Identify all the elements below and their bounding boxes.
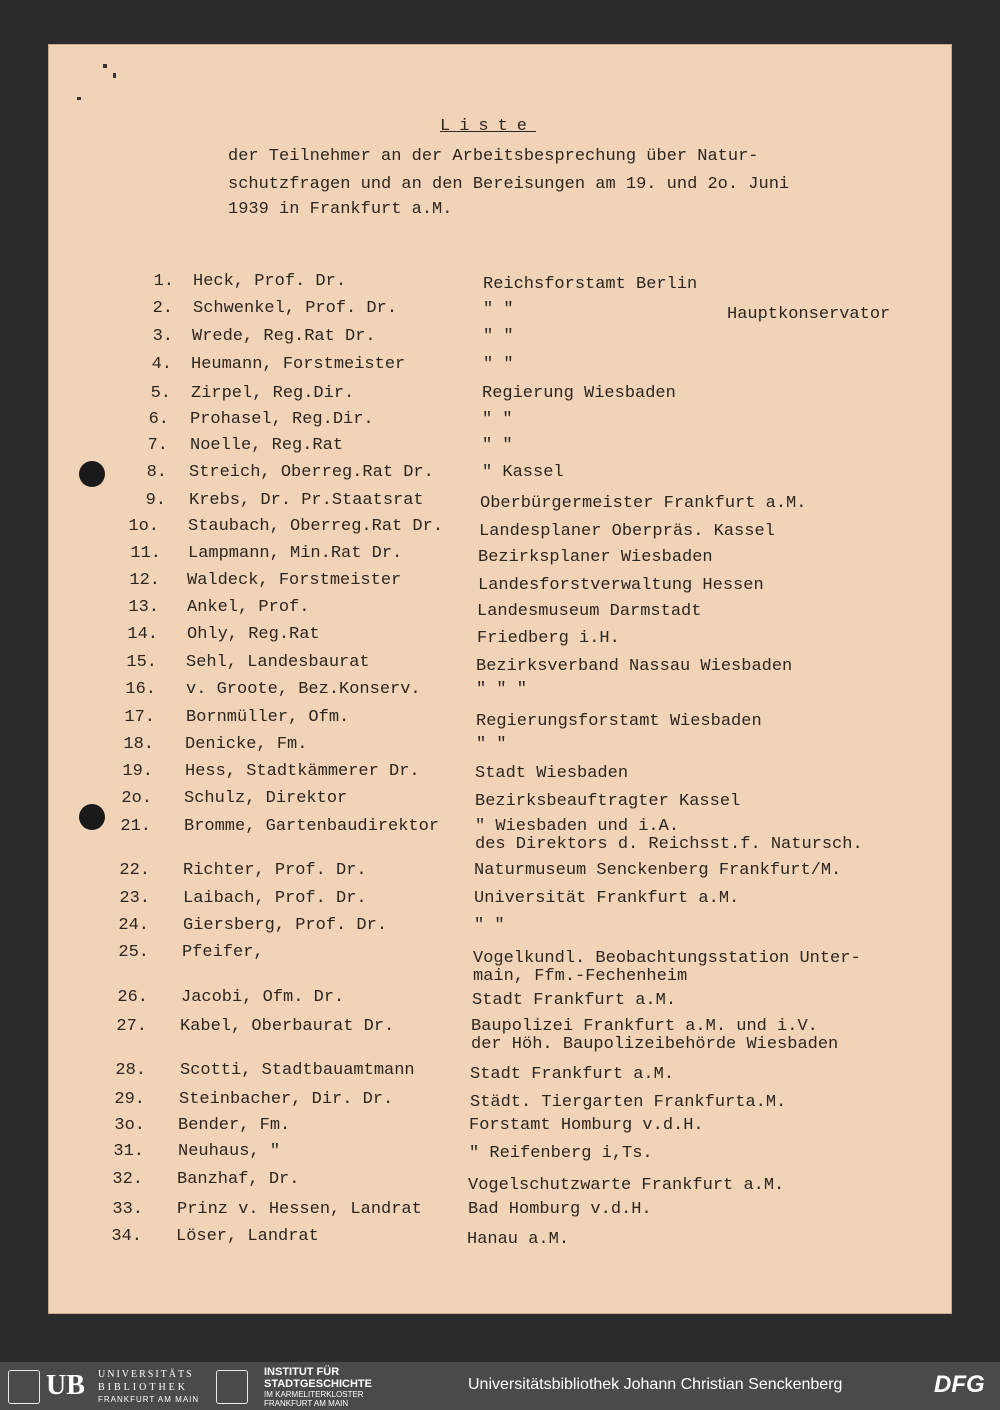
participant-name: Jacobi, Ofm. Dr. [181, 988, 345, 1007]
participant-name: v. Groote, Bez.Konserv. [186, 680, 421, 699]
ub-logo-icon [8, 1370, 40, 1404]
punch-hole-top [79, 461, 105, 487]
participant-organization: Landesplaner Oberpräs. Kassel [479, 522, 775, 541]
participant-number: 14. [127, 625, 158, 644]
participant-number: 22. [119, 861, 150, 880]
ink-mark [113, 73, 116, 78]
participant-name: Bromme, Gartenbaudirektor [184, 817, 440, 836]
participant-number: 27. [116, 1017, 147, 1036]
participant-number: 1. [153, 272, 174, 291]
participant-organization: Baupolizei Frankfurt a.M. und i.V. [471, 1017, 818, 1036]
participant-organization: " Reifenberg i,Ts. [469, 1144, 653, 1163]
participant-organization: Stadt Frankfurt a.M. [470, 1065, 675, 1084]
participant-organization: Forstamt Homburg v.d.H. [469, 1116, 704, 1135]
participant-organization: " " [474, 916, 505, 935]
participant-name: Pfeifer, [182, 943, 264, 962]
ub-letters: UB [46, 1370, 85, 1401]
ub-line-2: BIBLIOTHEK [98, 1382, 188, 1393]
participant-number: 19. [122, 762, 153, 781]
participant-name: Prinz v. Hessen, Landrat [177, 1200, 422, 1219]
ub-line-1: UNIVERSITÄTS [98, 1369, 194, 1380]
dfg-logo: DFG [934, 1371, 985, 1398]
participant-name: Bornmüller, Ofm. [186, 708, 350, 727]
participant-organization-cont: der Höh. Baupolizeibehörde Wiesbaden [471, 1035, 839, 1054]
participant-number: 8. [146, 463, 167, 482]
participant-organization: Oberbürgermeister Frankfurt a.M. [480, 494, 807, 513]
participant-name: Ankel, Prof. [187, 598, 310, 617]
participant-organization: " " [482, 436, 513, 455]
participant-organization: Bezirksverband Nassau Wiesbaden [476, 657, 793, 676]
inst-line-2: STADTGESCHICHTE [264, 1378, 372, 1390]
participant-number: 17. [124, 708, 155, 727]
participant-name: Sehl, Landesbaurat [186, 653, 370, 672]
participant-organization: " " [483, 327, 514, 346]
participant-organization: Hanau a.M. [467, 1230, 570, 1249]
participant-organization: Naturmuseum Senckenberg Frankfurt/M. [474, 861, 842, 880]
participant-organization: " Wiesbaden und i.A. [475, 817, 680, 836]
participant-name: Waldeck, Forstmeister [187, 571, 402, 590]
participant-number: 13. [128, 598, 159, 617]
extra-note: Hauptkonservator [727, 305, 891, 324]
participant-name: Banzhaf, Dr. [177, 1170, 300, 1189]
participant-name: Giersberg, Prof. Dr. [183, 916, 388, 935]
participant-organization: " " " [476, 680, 528, 699]
participant-number: 5. [150, 384, 171, 403]
participant-organization: Regierungsforstamt Wiesbaden [476, 712, 762, 731]
participant-organization-cont: des Direktors d. Reichsst.f. Natursch. [475, 835, 863, 854]
participant-number: 6. [148, 410, 169, 429]
inst-line-3: IM KARMELITERKLOSTER [264, 1390, 364, 1399]
participant-number: 1o. [128, 517, 159, 536]
participant-number: 23. [119, 889, 150, 908]
footer-library-name: Universitätsbibliothek Johann Christian Senckenberg [468, 1376, 843, 1393]
participant-number: 3o. [114, 1116, 145, 1135]
participant-name: Steinbacher, Dir. Dr. [179, 1090, 394, 1109]
participant-number: 26. [117, 988, 148, 1007]
participant-name: Heumann, Forstmeister [191, 355, 406, 374]
participant-organization: Städt. Tiergarten Frankfurta.M. [470, 1093, 787, 1112]
participant-name: Schulz, Direktor [184, 789, 348, 808]
participant-organization: Reichsforstamt Berlin [483, 275, 698, 294]
participant-name: Noelle, Reg.Rat [190, 436, 344, 455]
participant-name: Laibach, Prof. Dr. [183, 889, 367, 908]
participant-organization: Stadt Wiesbaden [475, 764, 629, 783]
participant-organization: Vogelkundl. Beobachtungsstation Unter- [473, 949, 861, 968]
ink-mark [103, 64, 107, 68]
participant-name: Hess, Stadtkämmerer Dr. [185, 762, 420, 781]
participant-name: Bender, Fm. [178, 1116, 291, 1135]
ub-line-3: FRANKFURT AM MAIN [98, 1395, 200, 1404]
participant-name: Denicke, Fm. [185, 735, 308, 754]
participant-organization: " " [476, 735, 507, 754]
participant-name: Krebs, Dr. Pr.Staatsrat [189, 491, 424, 510]
participant-organization: Landesmuseum Darmstadt [477, 602, 702, 621]
participant-number: 9. [145, 491, 166, 510]
participant-organization: Bezirksbeauftragter Kassel [475, 792, 741, 811]
participant-organization: Universität Frankfurt a.M. [474, 889, 740, 908]
participant-number: 3. [152, 327, 173, 346]
intro-line-2: schutzfragen und an den Bereisungen am 19. und 2o. Juni [228, 175, 790, 194]
participant-name: Schwenkel, Prof. Dr. [193, 299, 398, 318]
participant-organization: Stadt Frankfurt a.M. [472, 991, 677, 1010]
punch-hole-bottom [79, 804, 105, 830]
participant-name: Kabel, Oberbaurat Dr. [180, 1017, 395, 1036]
participant-organization: Bezirksplaner Wiesbaden [478, 548, 713, 567]
participant-organization: Regierung Wiesbaden [482, 384, 676, 403]
participant-number: 15. [126, 653, 157, 672]
participant-name: Heck, Prof. Dr. [193, 272, 347, 291]
inst-line-4: FRANKFURT AM MAIN [264, 1399, 349, 1408]
participant-number: 34. [111, 1227, 142, 1246]
intro-line-1: der Teilnehmer an der Arbeitsbesprechung über Natur- [228, 147, 759, 166]
participant-name: Wrede, Reg.Rat Dr. [192, 327, 376, 346]
participant-number: 12. [129, 571, 160, 590]
participant-number: 2. [152, 299, 173, 318]
document-title: Liste [440, 117, 537, 136]
ink-mark [77, 97, 81, 100]
participant-name: Ohly, Reg.Rat [187, 625, 320, 644]
participant-number: 28. [115, 1061, 146, 1080]
participant-organization: Landesforstverwaltung Hessen [478, 576, 764, 595]
participant-number: 18. [123, 735, 154, 754]
participant-organization: " " [482, 410, 513, 429]
participant-number: 16. [125, 680, 156, 699]
participant-number: 29. [114, 1090, 145, 1109]
participant-organization-cont: main, Ffm.-Fechenheim [473, 967, 688, 986]
participant-name: Zirpel, Reg.Dir. [191, 384, 355, 403]
institut-logo-icon [216, 1370, 248, 1404]
participant-name: Richter, Prof. Dr. [183, 861, 367, 880]
participant-number: 21. [120, 817, 151, 836]
participant-number: 24. [118, 916, 149, 935]
participant-number: 33. [112, 1200, 143, 1219]
participant-number: 11. [130, 544, 161, 563]
participant-number: 31. [113, 1142, 144, 1161]
participant-organization: " Kassel [482, 463, 564, 482]
participant-organization: Friedberg i.H. [477, 629, 620, 648]
participant-name: Lampmann, Min.Rat Dr. [188, 544, 403, 563]
participant-number: 4. [151, 355, 172, 374]
footer-bar [0, 1362, 1000, 1410]
participant-name: Neuhaus, " [178, 1142, 281, 1161]
inst-line-1: INSTITUT FÜR [264, 1366, 340, 1378]
participant-number: 32. [112, 1170, 143, 1189]
participant-organization: " " [483, 300, 514, 319]
participant-number: 7. [147, 436, 168, 455]
intro-line-3: 1939 in Frankfurt a.M. [228, 200, 453, 219]
participant-organization: Bad Homburg v.d.H. [468, 1200, 652, 1219]
participant-name: Staubach, Oberreg.Rat Dr. [188, 517, 444, 536]
participant-number: 2o. [121, 789, 152, 808]
participant-name: Prohasel, Reg.Dir. [190, 410, 374, 429]
participant-name: Scotti, Stadtbauamtmann [180, 1061, 415, 1080]
participant-organization: Vogelschutzwarte Frankfurt a.M. [468, 1176, 785, 1195]
participant-organization: " " [483, 355, 514, 374]
participant-name: Löser, Landrat [176, 1227, 319, 1246]
participant-name: Streich, Oberreg.Rat Dr. [189, 463, 434, 482]
participant-number: 25. [118, 943, 149, 962]
